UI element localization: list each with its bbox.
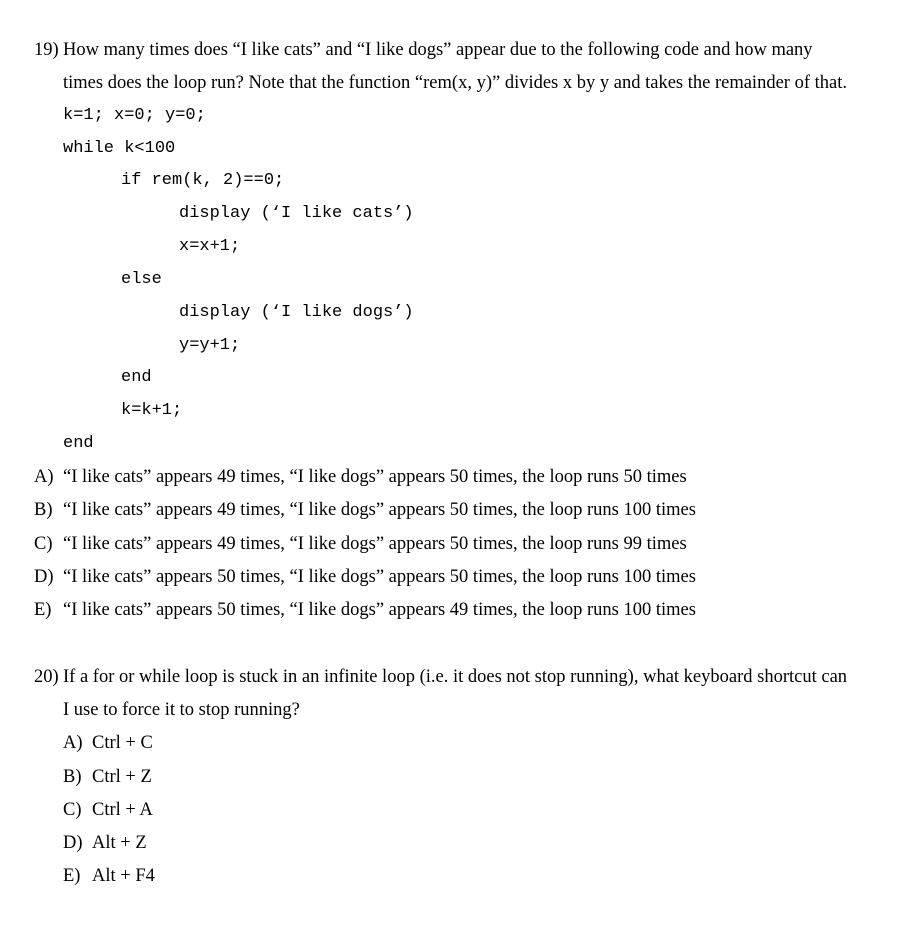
option-letter: B): [34, 500, 53, 520]
option-text: “I like cats” appears 49 times, “I like dogs” appears 50 times, the loop runs 100 times: [63, 500, 696, 520]
answer-option[interactable]: [63, 832, 147, 854]
option-text: “I like cats” appears 50 times, “I like dogs” appears 50 times, the loop runs 100 times: [63, 567, 696, 587]
question-text-line: If a for or while loop is stuck in an infinite loop (i.e. it does not stop running), what keyboard shortcut can: [63, 667, 848, 687]
code-line: y=y+1;: [179, 336, 241, 355]
code-line: k=1; x=0; y=0;: [63, 106, 206, 125]
option-letter: C): [63, 800, 82, 820]
option-letter: B): [63, 767, 82, 787]
code-line: if rem(k, 2)==0;: [121, 171, 285, 190]
question-number: 20): [34, 667, 59, 687]
option-letter: E): [34, 600, 52, 620]
option-text: “I like cats” appears 50 times, “I like dogs” appears 49 times, the loop runs 100 times: [63, 600, 696, 620]
option-letter: C): [34, 534, 53, 554]
question-text-line: times does the loop run? Note that the function “rem(x, y)” divides x by y and takes the remainder of that.: [63, 73, 847, 93]
code-line: x=x+1;: [179, 237, 241, 256]
option-text: “I like cats” appears 49 times, “I like dogs” appears 50 times, the loop runs 99 times: [63, 534, 687, 554]
code-line: else: [121, 270, 162, 289]
answer-option[interactable]: [34, 533, 687, 555]
option-text: Ctrl + A: [92, 800, 153, 820]
option-text: “I like cats” appears 49 times, “I like dogs” appears 50 times, the loop runs 50 times: [63, 467, 687, 487]
code-line: display (‘I like dogs’): [179, 303, 414, 322]
answer-option[interactable]: [34, 499, 696, 521]
code-line: display (‘I like cats’): [179, 204, 414, 223]
code-line: end: [63, 434, 94, 453]
question-number: 19): [34, 40, 59, 60]
option-letter: D): [34, 567, 54, 587]
answer-option[interactable]: [63, 865, 155, 887]
question-text-line: I use to force it to stop running?: [63, 700, 300, 720]
code-line: while k<100: [63, 139, 176, 158]
option-text: Alt + F4: [92, 866, 155, 886]
answer-option[interactable]: [63, 732, 153, 754]
answer-option[interactable]: [34, 466, 687, 488]
code-line: k=k+1;: [121, 401, 183, 420]
question-text-line: How many times does “I like cats” and “I like dogs” appear due to the following code and how many: [63, 40, 813, 60]
answer-option[interactable]: [63, 799, 153, 821]
option-text: Alt + Z: [92, 833, 147, 853]
code-line: end: [121, 368, 152, 387]
option-letter: E): [63, 866, 81, 886]
option-text: Ctrl + Z: [92, 767, 152, 787]
answer-option[interactable]: [63, 766, 152, 788]
option-letter: A): [63, 733, 83, 753]
answer-option[interactable]: [34, 566, 696, 588]
option-letter: A): [34, 467, 54, 487]
option-text: Ctrl + C: [92, 733, 153, 753]
answer-option[interactable]: [34, 599, 696, 621]
option-letter: D): [63, 833, 83, 853]
